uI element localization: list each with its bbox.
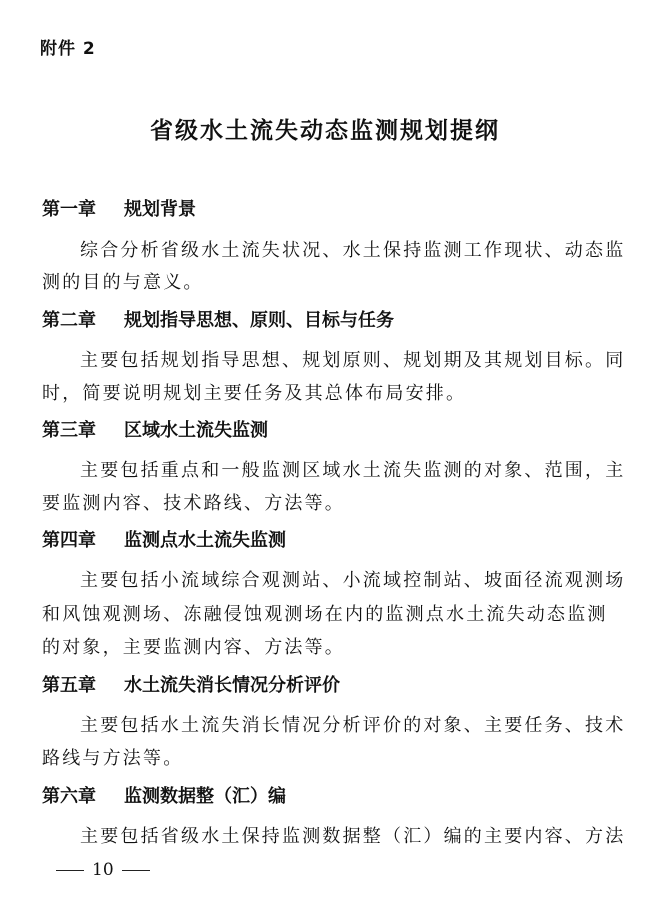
chapter-number: 第六章	[42, 786, 96, 807]
paragraph-line: 要监测内容、技术路线、方法等。	[42, 493, 345, 514]
attachment-label: 附件 2	[40, 39, 96, 59]
chapter-number: 第二章	[42, 310, 96, 331]
footer-dash-right	[122, 870, 150, 871]
chapter-title: 监测点水土流失监测	[124, 530, 286, 551]
paragraph-line: 的对象，主要监测内容、方法等。	[42, 637, 345, 658]
paragraph-line: 和风蚀观测场、冻融侵蚀观测场在内的监测点水土流失动态监测	[42, 604, 608, 625]
chapter-title: 规划指导思想、原则、目标与任务	[124, 310, 394, 331]
chapter-heading	[42, 306, 394, 332]
chapter-heading	[42, 526, 286, 552]
chapter-heading	[42, 671, 340, 697]
paragraph-line: 路线与方法等。	[42, 748, 184, 769]
chapter-title: 规划背景	[124, 199, 196, 220]
document-title: 省级水土流失动态监测规划提纲	[150, 118, 500, 144]
chapter-heading	[42, 782, 286, 808]
paragraph-line: 主要包括重点和一般监测区域水土流失监测的对象、范围，主	[80, 460, 626, 481]
paragraph-line: 主要包括省级水土保持监测数据整（汇）编的主要内容、方法	[80, 826, 626, 847]
chapter-heading	[42, 416, 268, 442]
page-number: 10	[92, 860, 114, 880]
chapter-number: 第一章	[42, 199, 96, 220]
paragraph-line: 时，简要说明规划主要任务及其总体布局安排。	[42, 383, 467, 404]
paragraph-line: 主要包括规划指导思想、规划原则、规划期及其规划目标。同	[80, 350, 626, 371]
paragraph-line: 综合分析省级水土流失状况、水土保持监测工作现状、动态监	[80, 240, 626, 261]
page-footer	[56, 860, 150, 880]
chapter-title: 区域水土流失监测	[124, 420, 268, 441]
chapter-number: 第三章	[42, 420, 96, 441]
paragraph-line: 测的目的与意义。	[42, 272, 204, 293]
footer-dash-left	[56, 870, 84, 871]
paragraph-line: 主要包括小流域综合观测站、小流域控制站、坡面径流观测场	[80, 570, 626, 591]
chapter-title: 水土流失消长情况分析评价	[124, 675, 340, 696]
chapter-number: 第四章	[42, 530, 96, 551]
chapter-title: 监测数据整（汇）编	[124, 786, 286, 807]
chapter-heading	[42, 195, 196, 221]
paragraph-line: 主要包括水土流失消长情况分析评价的对象、主要任务、技术	[80, 715, 626, 736]
chapter-number: 第五章	[42, 675, 96, 696]
